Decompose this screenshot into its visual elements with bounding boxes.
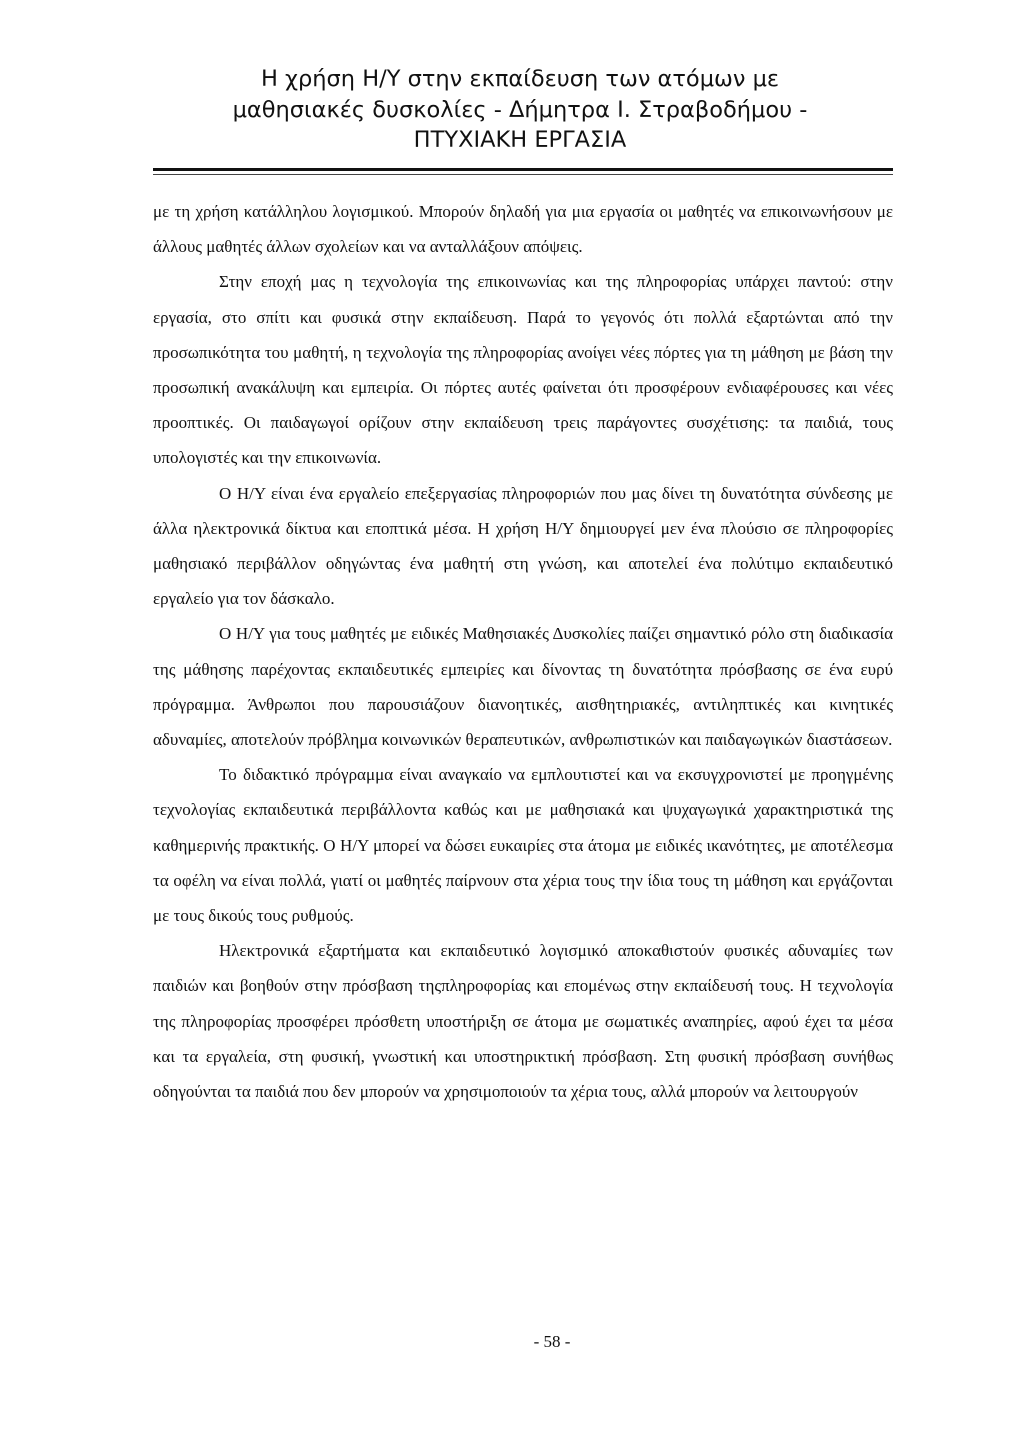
paragraph: Ο Η/Υ για τους μαθητές με ειδικές Μαθησιακές Δυσκολίες παίζει σημαντικό ρόλο στη διαδικασία της μάθησης παρέχοντας εκπαιδευτικές εμπειρίες και δίνοντας τη δυνατότητα πρόσβασης σε ένα ευρύ πρόγραμμα. Άνθρωποι που παρουσιάζουν διανοητικές, αισθητηριακές, αντιληπτικές και κινητικές αδυναμίες, αποτελούν πρόβλημα κοινωνικών θεραπευτικών, ανθρωπιστικών και παιδαγωγικών διαστάσεων. bbox=[153, 624, 893, 750]
page-body bbox=[153, 194, 893, 1109]
header-title-line-3: ΠΤΥΧΙΑΚΗ ΕΡΓΑΣΙΑ bbox=[413, 127, 627, 153]
header-title-line-1: Η χρήση Η/Υ στην εκπαίδευση των ατόμων με bbox=[260, 66, 780, 92]
header-rule bbox=[153, 168, 893, 171]
paragraph: Ηλεκτρονικά εξαρτήματα και εκπαιδευτικό λογισμικό αποκαθιστούν φυσικές αδυναμίες των παιδιών και βοηθούν στην πρόσβαση τηςπληροφορίας και επομένως στην εκπαίδευσή τους. Η τεχνολογία της πληροφορίας προσφέρει πρόσθετη υποστήριξη σε άτομα με σωματικές αναπηρίες, αφού έχει τα μέσα και τα εργαλεία, στη φυσική, γνωστική και υποστηρικτική πρόσβαση. Στη φυσική πρόσβαση συνήθως οδηγούνται τα παιδιά που δεν μπορούν να χρησιμοποιούν τα χέρια τους, αλλά μπορούν να λειτουργούν bbox=[153, 941, 893, 1102]
paragraph: Ο Η/Υ είναι ένα εργαλείο επεξεργασίας πληροφοριών που μας δίνει τη δυνατότητα σύνδεσης με άλλα ηλεκτρονικά δίκτυα και εποπτικά μέσα. Η χρήση Η/Υ δημιουργεί μεν ένα πλούσιο σε πληροφορίες μαθησιακό περιβάλλον οδηγώντας ένα μαθητή στη γνώση, και αποτελεί ένα πολύτιμο εκπαιδευτικό εργαλείο για τον δάσκαλο. bbox=[153, 483, 893, 609]
page-number: - 58 - bbox=[533, 1332, 571, 1351]
running-header bbox=[150, 64, 890, 156]
paragraph-continuation: με τη χρήση κατάλληλου λογισμικού. Μπορούν δηλαδή για μια εργασία οι μαθητές να επικοινωνήσουν με άλλους μαθητές άλλων σχολείων και να ανταλλάξουν απόψεις. bbox=[153, 202, 893, 257]
header-rule-thin bbox=[153, 174, 893, 175]
header-title-line-2: μαθησιακές δυσκολίες - Δήμητρα Ι. Στραβοδήμου - bbox=[232, 96, 808, 123]
paragraph: Στην εποχή μας η τεχνολογία της επικοινωνίας και της πληροφορίας υπάρχει παντού: στην εργασία, στο σπίτι και φυσικά στην εκπαίδευση. Παρά το γεγονός ότι πολλά εξαρτώνται από την προσωπικότητα του μαθητή, η τεχνολογία της πληροφορίας ανοίγει νέες πόρτες για τη μάθηση με βάση την προσωπική ανακάλυψη και εμπειρία. Οι πόρτες αυτές φαίνεται ότι προσφέρουν ενδιαφέρουσες και νέες προοπτικές. Οι παιδαγωγοί ορίζουν στην εκπαίδευση τρεις παράγοντες συσχέτισης: τα παιδιά, τους υπολογιστές και την επικοινωνία. bbox=[153, 272, 893, 468]
paragraph: Το διδακτικό πρόγραμμα είναι αναγκαίο να εμπλουτιστεί και να εκσυγχρονιστεί με προηγμένης τεχνολογίας εκπαιδευτικά περιβάλλοντα καθώς και με μαθησιακά και ψυχαγωγικά χαρακτηριστικά της καθημερινής πρακτικής. Ο Η/Υ μπορεί να δώσει ευκαιρίες στα άτομα με ειδικές ικανότητες, με αποτέλεσμα τα οφέλη να είναι πολλά, γιατί οι μαθητές παίρνουν στα χέρια τους την ίδια τους τη μάθηση και εργάζονται με τους δικούς τους ρυθμούς. bbox=[153, 765, 893, 926]
